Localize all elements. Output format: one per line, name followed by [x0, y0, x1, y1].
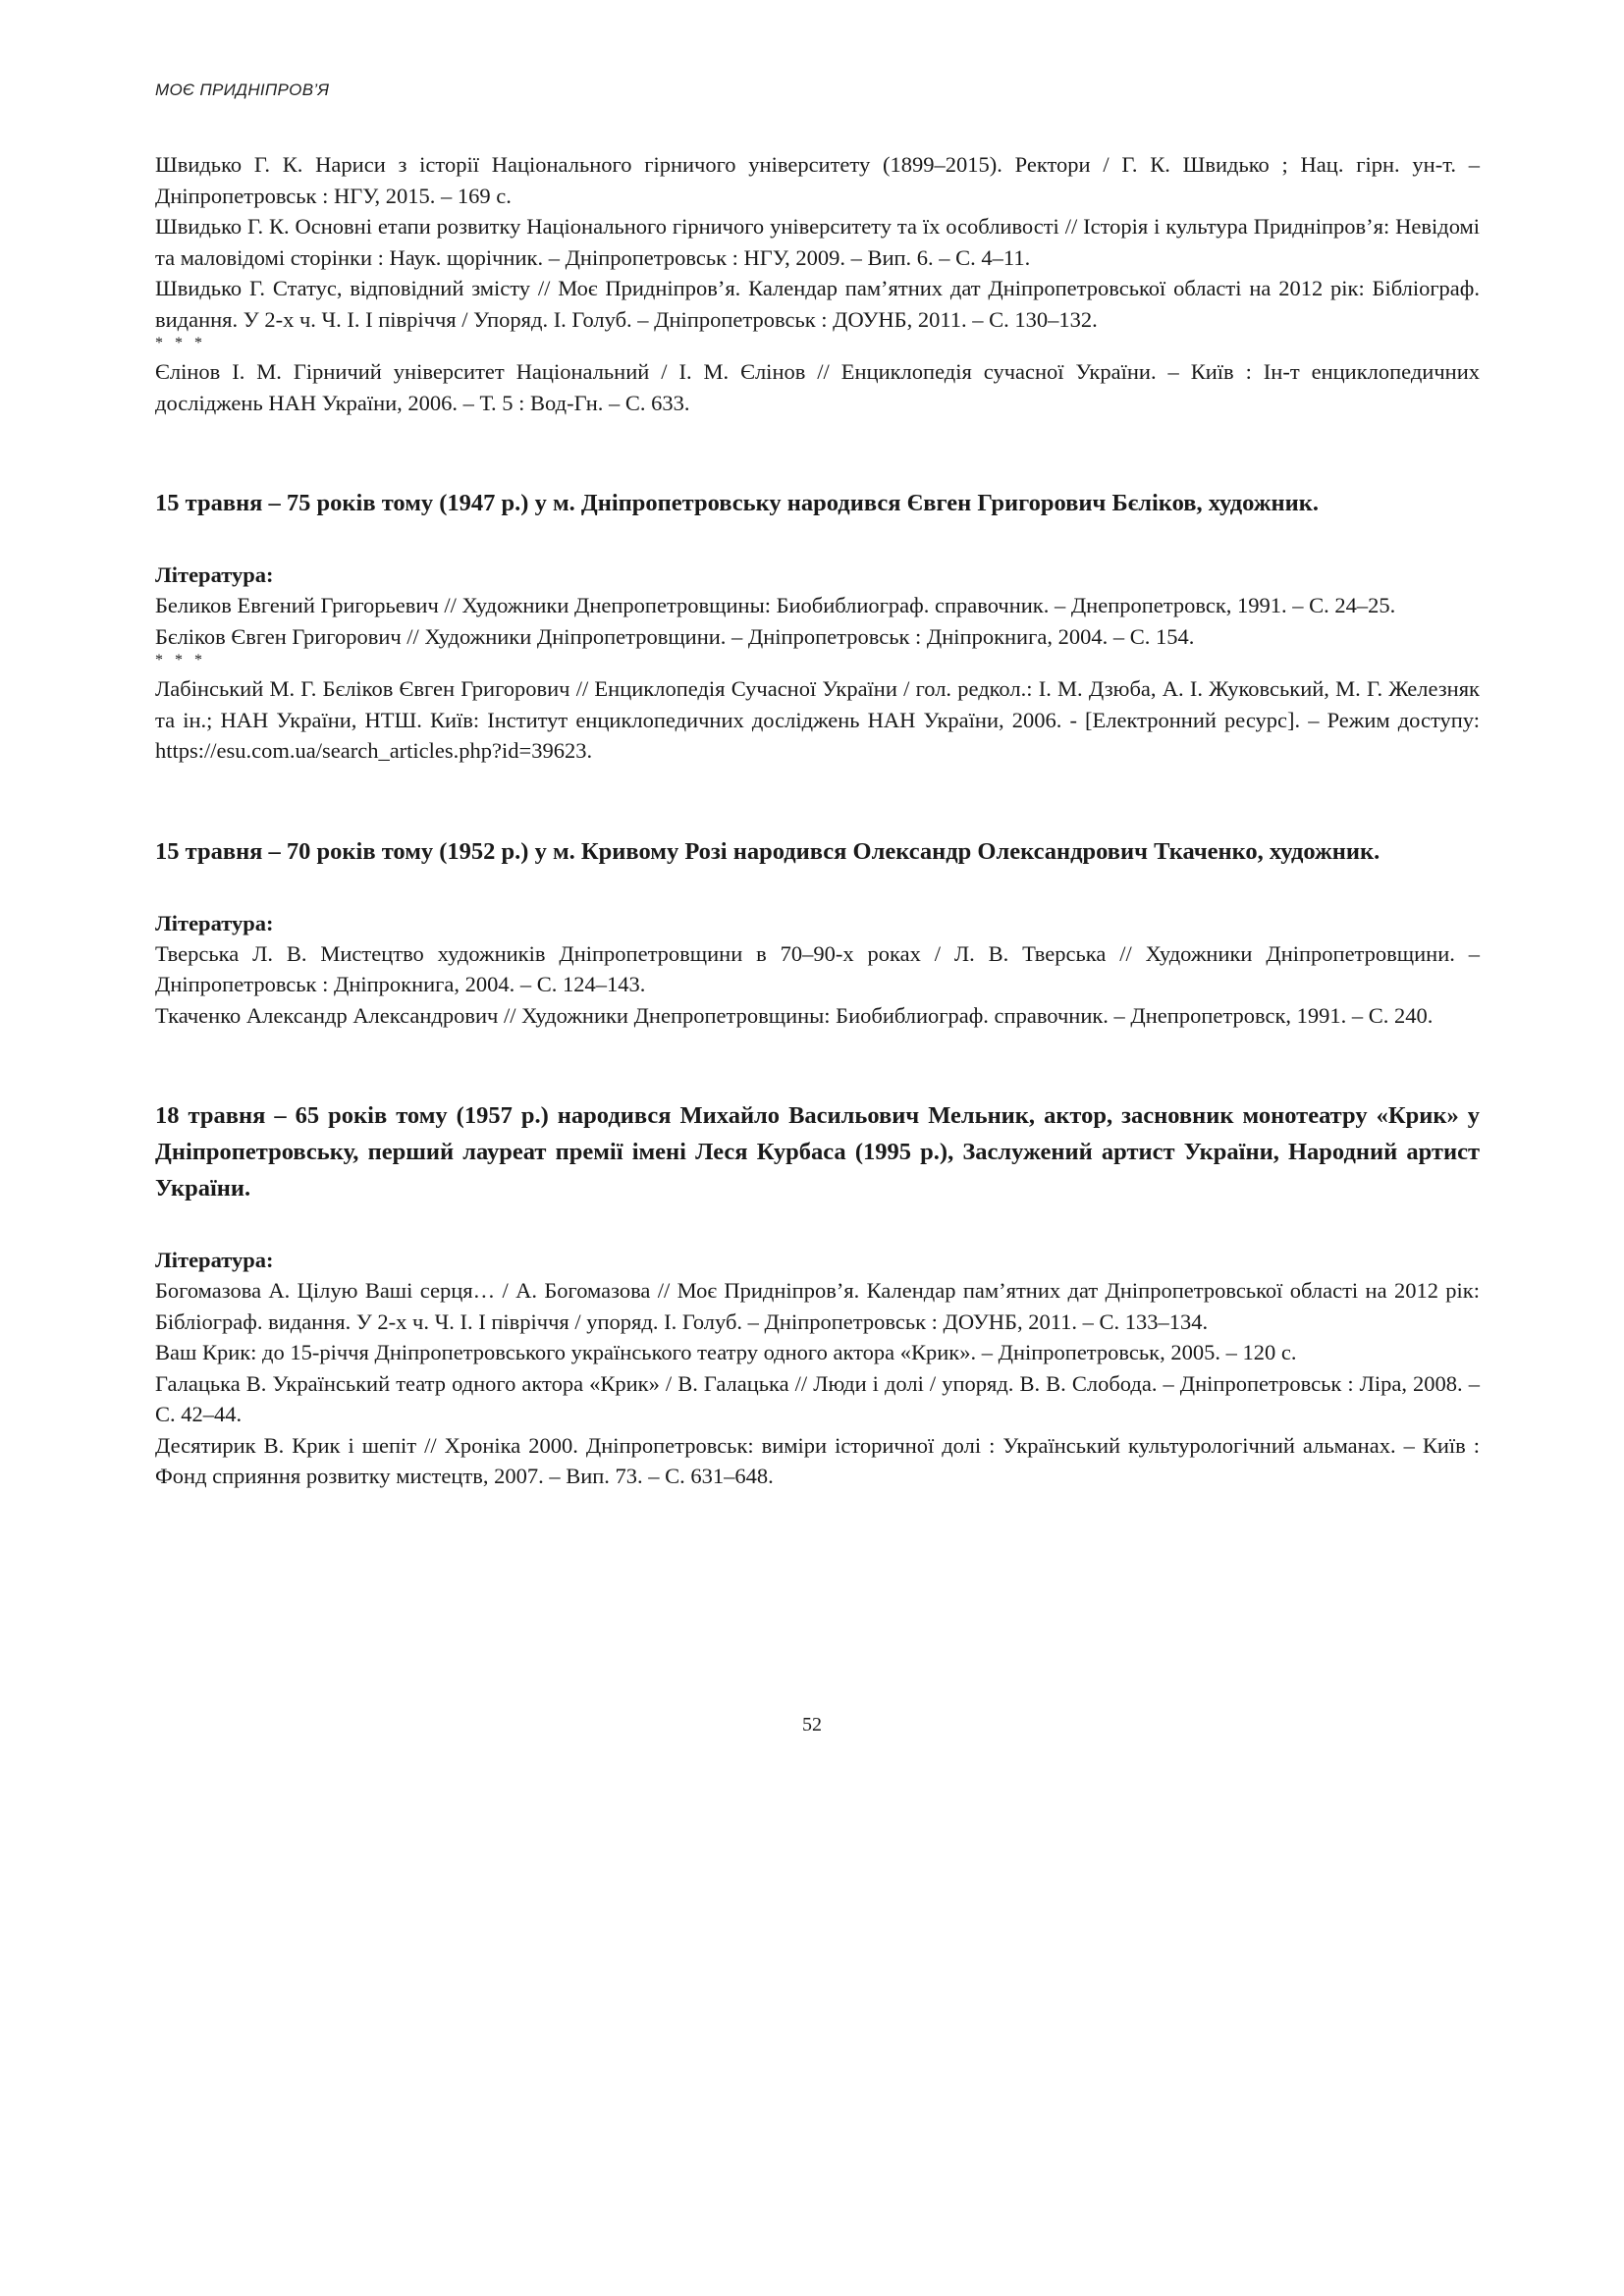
bib-entry: Лабінський М. Г. Бєліков Євген Григорович // Енциклопедія Сучасної України / гол. редкол.: І. М. Дзюба, А. І. Жуковський, М. Г. Железняк та ін.; НАН України, НТШ. Київ: Інститут енциклопедичних досліджень НАН України, 2006. - [Електронний ресурс]. – Режим доступу: https://esu.com.ua/search_articles.php?id=39623. [155, 676, 1480, 763]
top-bibliography [155, 149, 1480, 418]
literature-label: Література: [155, 562, 274, 587]
bib-entry: Швидько Г. Статус, відповідний змісту // Моє Придніпров’я. Календар пам’ятних дат Дніпропетровської області на 2012 рік: Бібліограф. видання. У 2-х ч. Ч. І. І півріччя / Упоряд. І. Голуб. – Дніпропетровськ : ДОУНБ, 2011. – С. 130–132. [155, 276, 1480, 332]
bib-entry: Швидько Г. К. Нариси з історії Національного гірничого університету (1899–2015). Ректори / Г. К. Швидько ; Нац. гірн. ун-т. – Дніпропетровськ : НГУ, 2015. – 169 с. [155, 152, 1480, 208]
bib-entry: Галацька В. Український театр одного актора «Крик» / В. Галацька // Люди і долі / упоряд. В. В. Слобода. – Дніпропетровськ : Ліра, 2008. – С. 42–44. [155, 1370, 1480, 1426]
event-section-3 [155, 1097, 1480, 1492]
section-separator-stars: * * * [155, 652, 206, 668]
bib-entry: Ткаченко Александр Александрович // Художники Днепропетровщины: Биобиблиограф. справочник. – Днепропетровск, 1991. – С. 240. [155, 1002, 1434, 1028]
page-number: 52 [802, 1714, 822, 1735]
event-title: 15 травня – 70 років тому (1952 р.) у м. Кривому Розі народився Олександр Олександрович Ткаченко, художник. [155, 837, 1380, 865]
bib-entry: Швидько Г. К. Основні етапи розвитку Національного гірничого університету та їх особливості // Історія і культура Придніпров’я: Невідомі та маловідомі сторінки : Наук. щорічник. – Дніпропетровськ : НГУ, 2009. – Вип. 6. – С. 4–11. [155, 214, 1480, 270]
bib-entry: Ваш Крик: до 15-річчя Дніпропетровського українського театру одного актора «Крик». – Дніпропетровськ, 2005. – 120 с. [155, 1340, 1297, 1364]
event-title: 18 травня – 65 років тому (1957 р.) народився Михайло Васильович Мельник, актор, засновник монотеатру «Крик» у Дніпропетровську, перший лауреат премії імені Леся Курбаса (1995 р.), Заслужений артист України, Народний артист України. [155, 1102, 1480, 1201]
bib-entry: Беликов Евгений Григорьевич // Художники Днепропетровщины: Биобиблиограф. справочник. – Днепропетровск, 1991. – С. 24–25. [155, 593, 1396, 617]
bib-entry: Тверська Л. В. Мистецтво художників Дніпропетровщини в 70–90-х роках / Л. В. Тверська // Художники Дніпропетровщини. – Дніпропетровськ : Дніпрокнига, 2004. – С. 124–143. [155, 940, 1480, 996]
event-section-1 [155, 485, 1480, 767]
running-header: МОЄ ПРИДНІПРОВ’Я [155, 80, 330, 99]
event-title: 15 травня – 75 років тому (1947 р.) у м. Дніпропетровську народився Євген Григорович Бєліков, художник. [155, 490, 1320, 516]
page-content [155, 149, 1480, 1492]
event-section-2 [155, 833, 1480, 1032]
literature-label: Література: [155, 910, 274, 935]
bib-entry: Богомазова А. Цілую Ваші серця… / А. Богомазова // Моє Придніпров’я. Календар пам’ятних дат Дніпропетровської області на 2012 рік: Бібліограф. видання. У 2-х ч. Ч. І. І півріччя / упоряд. І. Голуб. – Дніпропетровськ : ДОУНБ, 2011. – С. 133–134. [155, 1278, 1480, 1334]
bib-entry: Десятирик В. Крик і шепіт // Хроніка 2000. Дніпропетровськ: виміри історичної долі : Український культурологічний альманах. – Київ : Фонд сприяння розвитку мистецтв, 2007. – Вип. 73. – С. 631–648. [155, 1432, 1480, 1488]
section-separator-stars: * * * [155, 335, 206, 351]
bib-entry: Єлінов І. М. Гірничий університет Національний / І. М. Єлінов // Енциклопедія сучасної України. – Київ : Ін-т енциклопедичних досліджень НАН України, 2006. – Т. 5 : Вод-Гн. – С. 633. [155, 359, 1480, 415]
literature-label: Література: [155, 1248, 274, 1272]
bib-entry: Бєліков Євген Григорович // Художники Дніпропетровщини. – Дніпропетровськ : Дніпрокнига, 2004. – С. 154. [155, 623, 1195, 649]
